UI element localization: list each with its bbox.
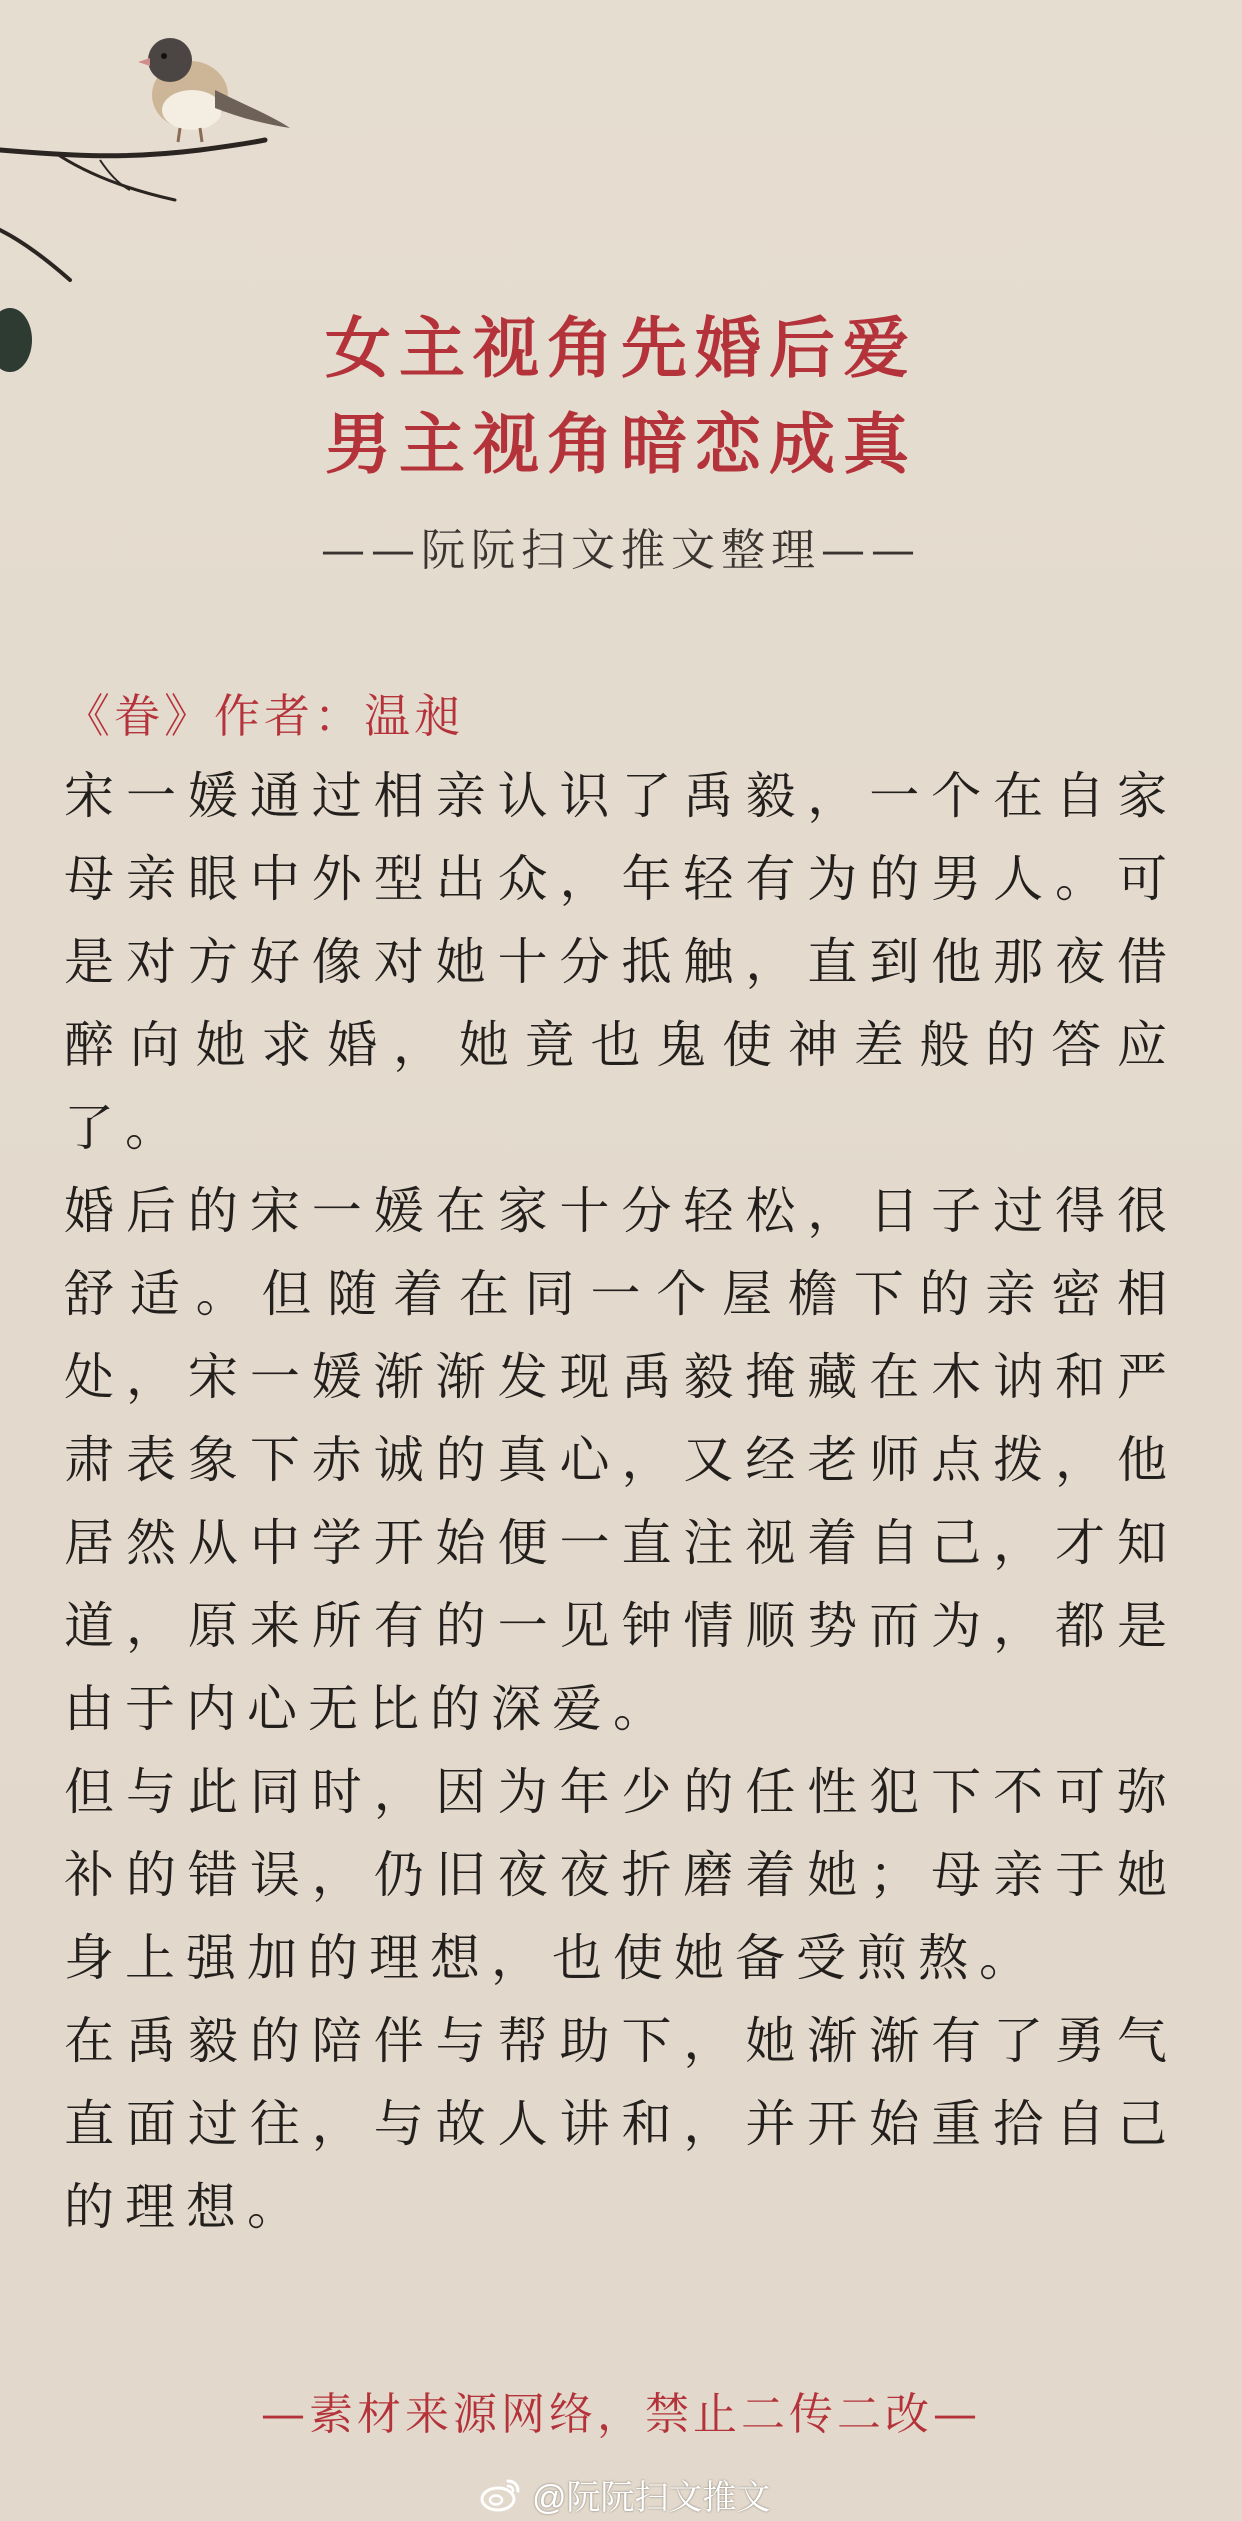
watermark-text: @阮阮扫文推文	[532, 2479, 771, 2517]
title-line-1: 女主视角先婚后爱	[325, 309, 917, 387]
paragraph-4: 在禹毅的陪伴与帮助下，她渐渐有了勇气直面过往，与故人讲和，并开始重拾自己的理想。	[64, 2012, 1178, 2236]
title-line-2: 男主视角暗恋成真	[325, 405, 917, 483]
paragraph-1: 宋一媛通过相亲认识了禹毅，一个在自家母亲眼中外型出众，年轻有为的男人。可是对方好像对她十分抵触，直到他那夜借醉向她求婚，她竟也鬼使神差般的答应了。	[64, 767, 1178, 1157]
weibo-icon	[480, 2477, 522, 2513]
source-notice: —素材来源网络，禁止二传二改—	[261, 2389, 981, 2440]
title-block	[0, 300, 1242, 578]
subtitle: ——阮阮扫文推文整理——	[321, 525, 921, 576]
synopsis-text	[64, 755, 1178, 2249]
paragraph-2: 婚后的宋一媛在家十分轻松，日子过得很舒适。但随着在同一个屋檐下的亲密相处，宋一媛渐渐发现禹毅掩藏在木讷和严肃表象下赤诚的真心，又经老师点拨，他居然从中学开始便一直注视着自己，才知道，原来所有的一见钟情顺势而为，都是由于内心无比的深爱。	[64, 1182, 1178, 1738]
book-heading: 《眷》作者：温昶	[64, 689, 464, 743]
paragraph-3: 但与此同时，因为年少的任性犯下不可弥补的错误，仍旧夜夜折磨着她；母亲于她身上强加的理想，也使她备受煎熬。	[64, 1763, 1178, 1987]
watermark	[480, 2470, 771, 2519]
